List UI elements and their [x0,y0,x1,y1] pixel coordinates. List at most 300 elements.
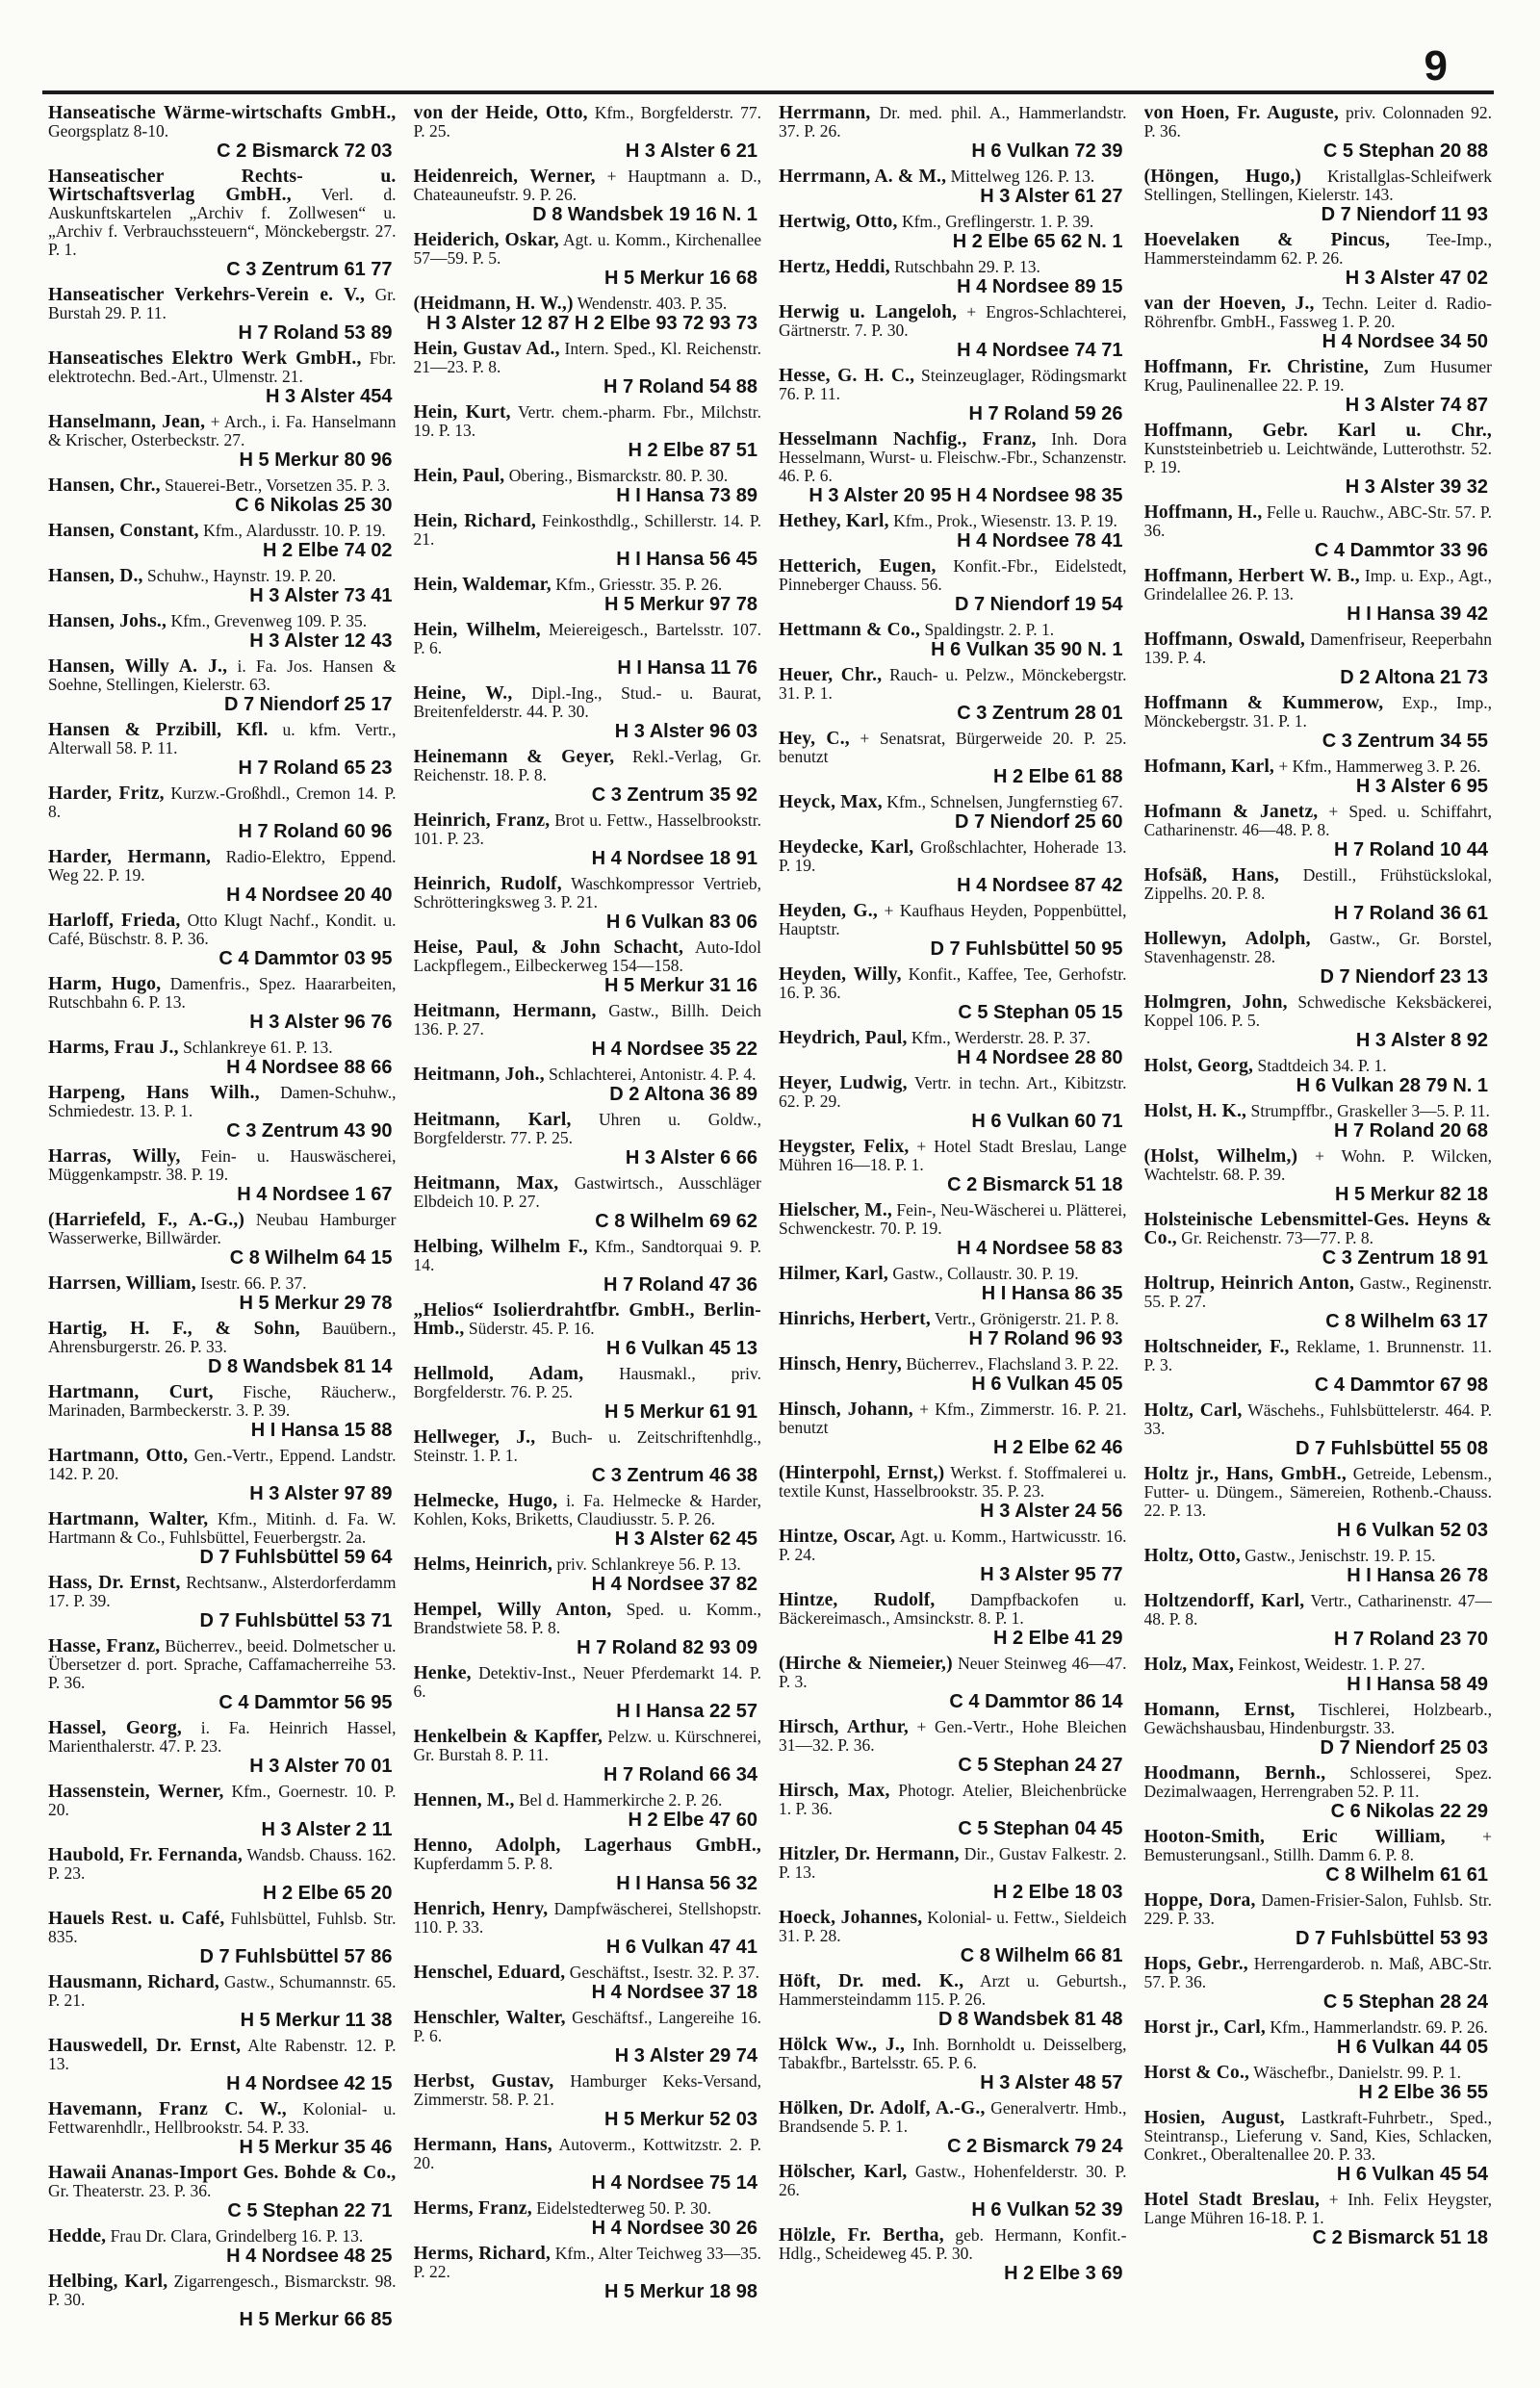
entry-phone: H I Hansa 15 88 [250,1420,393,1441]
entry-name: Hellweger, J., [413,1427,536,1448]
entry-name: Hein, Richard, [413,511,537,531]
entry-details: Rauch- u. Pelzw., Mönckebergstr. 31. P. 1. [779,665,1127,703]
entry-details: Schwedische Keksbäckerei, Koppel 106. P. 5. [1143,992,1492,1030]
entry-phone: C 3 Zentrum 46 38 [591,1465,757,1486]
directory-entry [414,1964,762,2003]
entry-details: Konfit.-Fbr., Eidelstedt, Pinneberger Chauss. 56. [779,556,1127,594]
directory-entry [1144,757,1493,797]
entry-phone: C 4 Dammtor 67 98 [1314,1374,1488,1396]
entry-details: Bücherrev., beeid. Dolmetscher u. Übersetzer d. port. Sprache, Caffamacherreihe 53. P. 36. [48,1636,397,1692]
entry-name: Holst, H. K., [1143,1101,1247,1121]
directory-entry [1144,1592,1493,1650]
directory-entry [48,413,397,471]
entry-phone: H 2 Elbe 65 20 [262,1883,393,1904]
entry-phone: H 3 Alster 2 11 [261,1819,393,1840]
entry-phone: C 3 Zentrum 28 01 [957,703,1123,724]
entry-name: Hoffmann, Gebr. Karl u. Chr., [1143,421,1492,441]
entry-name: Harms, Frau J., [48,1038,179,1058]
directory-entry [414,1301,762,1359]
directory-entry [779,1029,1127,1068]
entry-name: (Höngen, Hugo,) [1143,167,1302,187]
entry-phone: H 5 Merkur 61 91 [604,1401,757,1423]
entry-details: Gastw., Jenischstr. 19. P. 15. [1240,1546,1436,1565]
directory-entry [414,811,762,869]
entry-name: Hirsch, Max, [779,1781,890,1801]
entry-details: Damenfris., Spez. Haararbeiten, Rutschbahn 6. P. 13. [48,974,397,1012]
directory-entry [48,1274,397,1314]
entry-name: Hesse, G. H. C., [779,366,915,386]
entry-phone: H 3 Alster 61 27 [980,186,1123,207]
directory-entry [414,1601,762,1658]
entry-name: Hein, Paul, [413,466,505,486]
entry-name: Hanseatisches Elektro Werk GmbH., [48,348,362,369]
entry-phone: H 6 Vulkan 83 06 [605,912,757,933]
entry-details: Zum Husumer Krug, Paulinenallee 22. P. 19. [1143,357,1492,395]
entry-details: Kfm., Prok., Wiesenstr. 13. P. 19. [888,511,1117,530]
entry-details: priv. Schlankreye 56. P. 13. [552,1554,741,1574]
entry-name: Hanseatischer Rechts- u. Wirtschaftsverlag GmbH., [48,167,397,205]
entry-name: von der Heide, Otto, [413,104,588,123]
directory-entry [48,975,397,1033]
directory-entry [414,295,762,334]
entry-name: Hansen, Chr., [48,475,161,496]
entry-name: Herms, Richard, [413,2244,552,2264]
entry-details: Kfm., Hammerlandstr. 69. P. 26. [1266,2017,1488,2037]
directory-columns [48,104,1492,2371]
entry-phone: C 6 Nikolas 25 30 [235,495,393,516]
entry-name: Holtz jr., Hans, GmbH., [1143,1464,1347,1484]
entry-phone: C 2 Bismarck 51 18 [1312,2227,1488,2248]
directory-entry [1144,2191,1493,2248]
directory-entry [48,1783,397,1840]
directory-column-2 [414,104,762,2371]
entry-name: Harder, Fritz, [48,783,165,804]
entry-details: Gr. Theaterstr. 23. P. 36. [48,2181,212,2200]
entry-details: Alte Rabenstr. 12. P. 13. [48,2036,397,2073]
entry-details: Großschlachter, Hoherade 13. P. 19. [779,837,1127,875]
directory-entry [779,104,1127,162]
entry-phone: C 8 Wilhelm 66 81 [960,1945,1123,1966]
directory-entry [48,104,397,162]
entry-phone: H 3 Alster 48 57 [980,2072,1123,2093]
entry-details: Getreide, Lebensm., Futter- u. Düngem., Sämereien, Rothenb.-Chauss. 22. P. 13. [1143,1464,1492,1520]
directory-entry [48,2037,397,2094]
entry-details: Rechtsanw., Alsterdorferdamm 17. P. 39. [48,1573,397,1610]
entry-details: Eidelstedterweg 50. P. 30. [531,2198,712,2218]
entry-details: Exp., Imp., Mönckebergstr. 31. P. 1. [1143,693,1492,731]
directory-entry [414,1111,762,1168]
entry-name: Hertwig, Otto, [779,212,898,232]
entry-name: Henno, Adolph, Lagerhaus GmbH., [413,1836,761,1856]
entry-details: Tischlerei, Holzbearb., Gewächshausbau, Hindenburgstr. 33. [1143,1700,1492,1737]
directory-entry [48,567,397,606]
entry-name: Heinrich, Franz, [413,810,551,831]
directory-entry [779,1265,1127,1304]
entry-details: Fbr. elektrotechn. Bed.-Art., Ulmenstr. 21. [48,348,397,386]
directory-entry [414,748,762,806]
entry-details: Kfm., Mitinh. d. Fa. W. Hartmann & Co., Fuhlsbüttel, Feuerbergstr. 2a. [48,1509,397,1547]
entry-details: Kfm., Griesstr. 35. P. 26. [551,575,723,594]
directory-entry [1144,1465,1493,1541]
entry-phone: H 4 Nordsee 28 80 [957,1047,1123,1068]
entry-name: Hoevelaken & Pincus, [1143,230,1391,250]
entry-details: Dampfbackofen u. Bäckereimasch., Amsinckstr. 8. P. 1. [779,1590,1127,1628]
entry-name: Homann, Ernst, [1143,1700,1296,1720]
entry-details: geb. Hermann, Konfit.-Hdlg., Scheideweg 45. P. 30. [779,2225,1127,2263]
entry-details: Gr. Reichenstr. 73—77. P. 8. [1176,1228,1374,1247]
entry-phone: D 7 Niendorf 19 54 [954,594,1123,615]
entry-details: Photogr. Atelier, Bleichenbrücke 1. P. 36. [779,1781,1127,1818]
entry-name: Heygster, Felix, [779,1137,910,1157]
entry-phone: C 5 Stephan 04 45 [958,1818,1123,1839]
page-number: 9 [1424,42,1448,90]
entry-name: Heitmann, Hermann, [413,1001,597,1021]
entry-phone: H 3 Alster 20 95 H 4 Nordsee 98 35 [808,485,1123,506]
entry-details: Agt. u. Komm., Kirchenallee 57—59. P. 5. [413,230,761,268]
entry-phone: C 3 Zentrum 34 55 [1322,731,1488,752]
entry-phone: H 3 Alster 97 89 [249,1483,393,1504]
entry-name: Heitmann, Joh., [413,1065,545,1085]
entry-phone: D 7 Niendorf 23 13 [1320,966,1488,988]
entry-phone: H 4 Nordsee 37 18 [591,1982,757,2003]
entry-details: Dr. med. phil. A., Hammerlandstr. 37. P. 26. [779,104,1127,141]
entry-name: Hertz, Heddi, [779,257,890,277]
entry-name: (Hinterpohl, Ernst,) [779,1463,945,1483]
entry-phone: H 4 Nordsee 89 15 [957,276,1123,297]
entry-phone: H 5 Merkur 97 78 [604,594,757,615]
entry-details: Gastw., Billh. Deich 136. P. 27. [413,1001,761,1039]
entry-phone: H 7 Roland 54 88 [603,376,757,398]
directory-entry [1144,2109,1493,2185]
entry-phone: D 7 Fuhlsbüttel 59 64 [199,1547,393,1568]
entry-details: Generalvertr. Hmb., Brandsende 5. P. 1. [779,2098,1127,2136]
entry-phone: D 7 Niendorf 25 03 [1320,1737,1488,1759]
entry-name: Heiderich, Oskar, [413,230,559,250]
entry-details: Obering., Bismarckstr. 80. P. 30. [504,466,729,485]
entry-phone: H 5 Merkur 82 18 [1335,1184,1488,1205]
entry-name: Holtschneider, F., [1143,1337,1290,1357]
entry-details: Meiereigesch., Bartelsstr. 107. P. 6. [413,620,761,657]
entry-details: Schlosserei, Spez. Dezimalwaagen, Herrengraben 52. P. 11. [1143,1763,1492,1801]
entry-phone: H 7 Roland 10 44 [1333,839,1488,860]
entry-name: Hinsch, Henry, [779,1354,902,1374]
directory-entry [779,621,1127,660]
entry-name: Hielscher, M., [779,1200,892,1220]
entry-name: Hoppe, Dora, [1143,1890,1256,1911]
entry-details: Kfm., Schnelsen, Jungfernstieg 67. [882,792,1123,811]
entry-details: Georgsplatz 8-10. [48,121,169,141]
directory-entry [414,1066,762,1105]
entry-name: Hilmer, Karl, [779,1264,888,1284]
entry-name: Hass, Dr. Ernst, [48,1573,181,1593]
directory-entry [1144,167,1493,225]
directory-entry [1144,1547,1493,1586]
entry-details: + Gen.-Vertr., Hohe Bleichen 31—32. P. 36. [779,1717,1127,1755]
entry-details: Felle u. Rauchw., ABC-Str. 57. P. 36. [1143,502,1492,540]
entry-phone: D 8 Wandsbek 81 14 [207,1356,393,1377]
entry-details: Sped. u. Komm., Brandstwiete 58. P. 8. [413,1600,761,1637]
directory-entry [48,167,397,280]
entry-details: Arzt u. Geburtsh., Hammersteindamm 115. P. 26. [779,1971,1127,2009]
entry-details: Fische, Räucherw., Marinaden, Barmbeckerstr. 3. P. 39. [48,1382,397,1420]
entry-details: Tee-Imp., Hammersteindamm 62. P. 26. [1143,230,1492,268]
entry-name: (Heidmann, H. W.,) [413,294,574,314]
entry-phone: H 3 Alster 70 01 [249,1756,393,1777]
directory-entry [779,557,1127,615]
entry-name: Helbing, Karl, [48,2272,168,2292]
entry-name: Hofmann & Janetz, [1143,802,1319,822]
directory-entry [779,2099,1127,2157]
directory-entry [779,258,1127,297]
entry-name: Hölck Ww., J., [779,2035,906,2055]
entry-name: Horst & Co., [1143,2063,1250,2083]
entry-details: Geschäftsf., Langereihe 16. P. 6. [413,2008,761,2045]
directory-entry [48,1719,397,1777]
entry-name: Henrich, Henry, [413,1899,549,1919]
entry-details: Radio-Elektro, Eppend. Weg 22. P. 19. [48,847,397,885]
entry-name: Hartig, H. F., & Sohn, [48,1319,300,1339]
entry-phone: H 2 Elbe 41 29 [992,1628,1123,1649]
directory-entry [48,349,397,407]
directory-entry [414,1365,762,1423]
entry-details: Vertr. chem.-pharm. Fbr., Milchstr. 19. P. 13. [413,402,761,440]
entry-name: Hasse, Franz, [48,1636,161,1656]
entry-name: Hennen, M., [413,1790,515,1810]
entry-phone: H 3 Alster 12 87 H 2 Elbe 93 72 93 73 [426,313,757,334]
entry-name: Herrmann, [779,104,871,123]
entry-phone: C 2 Bismarck 72 03 [217,141,393,162]
entry-details: Kolonial- u. Fettw., Sieldeich 31. P. 28. [779,1908,1127,1945]
entry-details: + Kfm., Hammerweg 3. P. 26. [1274,757,1481,776]
entry-name: Harder, Hermann, [48,847,212,867]
directory-entry [1144,2018,1493,2058]
entry-phone: D 7 Niendorf 11 93 [1321,204,1488,225]
entry-details: + Inh. Felix Heygster, Lange Mühren 16-18. P. 1. [1143,2190,1492,2227]
entry-name: Hauels Rest. u. Café, [48,1909,225,1929]
entry-details: Intern. Sped., Kl. Reichenstr. 21—23. P. 8. [413,339,761,376]
directory-entry [1144,1401,1493,1459]
entry-details: Fein- u. Hauswäscherei, Müggenkampstr. 38. P. 19. [48,1146,397,1184]
entry-phone: C 2 Bismarck 51 18 [947,1174,1123,1195]
entry-phone: H 6 Vulkan 47 41 [605,1937,757,1958]
directory-entry [779,2036,1127,2093]
directory-entry [1144,1891,1493,1949]
entry-name: Hoffmann, Herbert W. B., [1143,566,1360,586]
entry-name: Hollewyn, Adolph, [1143,929,1311,949]
directory-entry [48,2227,397,2267]
entry-name: Henschel, Eduard, [413,1963,566,1983]
entry-details: Kurzw.-Großhdl., Cremon 14. P. 8. [48,783,397,821]
directory-entry [414,403,762,461]
directory-entry [48,522,397,561]
entry-details: Kristallglas-Schleifwerk Stellingen, Stellingen, Kielerstr. 143. [1143,167,1492,204]
entry-phone: H 2 Elbe 36 55 [1358,2082,1488,2103]
entry-phone: H 5 Merkur 29 78 [239,1293,393,1314]
entry-phone: H 6 Vulkan 28 79 N. 1 [1296,1075,1488,1096]
entry-details: Gastw., Reginenstr. 55. P. 27. [1143,1273,1492,1311]
directory-entry [1144,1211,1493,1269]
entry-phone: H 4 Nordsee 30 26 [591,2218,757,2239]
entry-name: Hempel, Willy Anton, [413,1600,612,1620]
entry-phone: H 5 Merkur 11 38 [240,2010,393,2031]
entry-details: Verl. d. Auskunftskartelen „Archiv f. Zollwesen“ u. „Archiv f. Verbrauchssteuern“, Mönckebergstr. 27. P. 1. [48,185,397,259]
entry-details: Werkst. f. Stoffmalerei u. textile Kunst, Hasselbrookstr. 35. P. 23. [779,1463,1127,1501]
entry-details: Gastwirtsch., Ausschläger Elbdeich 10. P. 27. [413,1173,761,1211]
entry-name: Hellmold, Adam, [413,1364,584,1384]
entry-phone: H 5 Merkur 52 03 [604,2109,757,2130]
directory-entry [414,1900,762,1958]
entry-phone: D 8 Wandsbek 81 48 [937,2009,1123,2030]
entry-details: + Senatsrat, Bürgerweide 20. P. 25. benutzt [779,729,1127,766]
entry-phone: D 8 Wandsbek 19 16 N. 1 [532,204,757,225]
entry-name: Heise, Paul, & John Schacht, [413,937,684,958]
entry-details: + Engros-Schlachterei, Gärtnerstr. 7. P. 30. [779,302,1127,340]
directory-entry [48,657,397,715]
entry-details: Destill., Frühstückslokal, Zippelhs. 20. P. 8. [1143,865,1492,903]
directory-entry [1144,1057,1493,1096]
directory-entry [414,2136,762,2194]
directory-entry [1144,1147,1493,1205]
directory-entry [48,1510,397,1568]
entry-phone: H 4 Nordsee 20 40 [226,885,393,906]
entry-phone: H 7 Roland 47 36 [603,1274,757,1296]
directory-entry [48,286,397,344]
entry-phone: C 2 Bismarck 79 24 [947,2136,1123,2157]
entry-name: Herrmann, A. & M., [779,167,947,187]
directory-entry [779,1201,1127,1259]
entry-phone: H 6 Vulkan 52 03 [1336,1520,1488,1541]
entry-phone: H 3 Alster 6 95 [1355,776,1488,797]
entry-name: Hosien, August, [1143,2108,1285,2128]
entry-name: Hölken, Dr. Adolf, A.-G., [779,2098,986,2118]
entry-phone: H I Hansa 86 35 [981,1283,1123,1304]
entry-name: Heydecke, Karl, [779,837,914,858]
entry-phone: D 7 Niendorf 25 60 [954,811,1123,833]
entry-name: Hansen & Przibill, Kfl. [48,720,269,740]
entry-phone: H 7 Roland 66 34 [603,1764,757,1785]
entry-phone: H 4 Nordsee 1 67 [237,1184,393,1205]
entry-name: Hartmann, Otto, [48,1446,189,1466]
entry-phone: H 4 Nordsee 18 91 [591,848,757,869]
entry-name: Hölscher, Karl, [779,2162,908,2182]
directory-entry [48,848,397,906]
entry-details: Techn. Leiter d. Radio-Röhrenfbr. GmbH., Fassweg 1. P. 20. [1143,294,1492,331]
entry-name: Hedde, [48,2226,107,2247]
entry-phone: C 3 Zentrum 35 92 [591,784,757,806]
entry-phone: H 2 Elbe 62 46 [992,1437,1123,1458]
entry-phone: C 5 Stephan 24 27 [958,1755,1123,1776]
entry-details: Stadtdeich 34. P. 1. [1253,1056,1387,1075]
directory-column-1 [48,104,397,2371]
entry-phone: H 2 Elbe 87 51 [628,440,757,461]
entry-name: Henkelbein & Kapffer, [413,1727,603,1747]
directory-entry [48,1846,397,1904]
directory-entry [48,1910,397,1967]
entry-name: Holtrup, Heinrich Anton, [1143,1273,1355,1294]
directory-entry [779,1782,1127,1839]
entry-name: Hetterich, Eugen, [779,556,937,577]
entry-name: Helbing, Wilhelm F., [413,1237,588,1257]
directory-entry [1144,295,1493,352]
entry-details: Kfm., Sandtorquai 9. P. 14. [413,1237,761,1274]
entry-phone: C 5 Stephan 28 24 [1322,1991,1488,2013]
directory-entry [779,1718,1127,1776]
directory-entry [1144,866,1493,924]
entry-phone: H 4 Nordsee 35 22 [591,1039,757,1060]
entry-details: Neuer Steinweg 46—47. P. 3. [779,1654,1127,1691]
entry-phone: H 4 Nordsee 74 71 [957,340,1123,361]
entry-name: Hoffmann, Fr. Christine, [1143,357,1370,377]
directory-entry [48,476,397,516]
entry-phone: H 2 Elbe 61 88 [992,766,1123,787]
entry-phone: H I Hansa 58 49 [1347,1674,1488,1695]
directory-entry [414,938,762,996]
entry-name: Hops, Gebr., [1143,1954,1248,1974]
directory-entry [414,1492,762,1550]
entry-phone: H 4 Nordsee 48 25 [226,2246,393,2267]
entry-details: Fein-, Neu-Wäscherei u. Plätterei, Schwenckestr. 70. P. 19. [779,1200,1127,1238]
entry-phone: C 5 Stephan 22 71 [227,2200,393,2221]
entry-name: Hein, Gustav Ad., [413,339,560,359]
entry-phone: H 4 Nordsee 87 42 [957,875,1123,896]
entry-details: Damenfriseur, Reeperbahn 139. P. 4. [1143,629,1492,667]
entry-name: Havemann, Franz C. W., [48,2099,287,2119]
entry-phone: D 2 Altona 21 73 [1340,667,1488,688]
directory-entry [48,2164,397,2221]
entry-phone: H I Hansa 11 76 [617,657,757,679]
entry-name: Harm, Hugo, [48,974,162,994]
entry-name: Henschler, Walter, [413,2008,566,2028]
entry-phone: H 2 Elbe 3 69 [1004,2263,1123,2284]
entry-phone: C 8 Wilhelm 61 61 [1325,1864,1488,1886]
directory-entry [779,1591,1127,1649]
entry-details: Gastw., Schumannstr. 65. P. 21. [48,1972,397,2010]
entry-name: Hassenstein, Werner, [48,1782,224,1802]
entry-details: + Sped. u. Schiffahrt, Catharinenstr. 46—48. P. 8. [1143,802,1492,839]
directory-entry [414,2199,762,2239]
entry-phone: H I Hansa 56 45 [616,549,757,570]
entry-name: Hitzler, Dr. Hermann, [779,1844,960,1864]
entry-details: Kfm., Grevenweg 109. P. 35. [167,611,368,630]
entry-details: Inh. Bornholdt u. Deisselberg, Tabakfbr., Bartelsstr. 65. P. 6. [779,2035,1127,2072]
entry-details: Rekl.-Verlag, Gr. Reichenstr. 18. P. 8. [413,747,761,784]
entry-phone: H 7 Roland 65 23 [238,757,393,779]
entry-phone: H 2 Elbe 47 60 [628,1810,757,1831]
entry-details: Geschäftst., Isestr. 32. P. 37. [565,1963,760,1982]
entry-phone: H 6 Vulkan 72 39 [971,141,1123,162]
entry-phone: D 7 Fuhlsbüttel 57 86 [199,1946,393,1967]
directory-entry [48,784,397,842]
directory-entry [414,576,762,615]
entry-phone: H 3 Alster 12 43 [249,630,393,652]
entry-name: Hoodmann, Bernh., [1143,1763,1326,1784]
entry-details: Steinzeuglager, Rödingsmarkt 76. P. 11. [779,366,1127,403]
entry-name: Hesselmann Nachfig., Franz, [779,429,1037,449]
directory-entry [48,1211,397,1269]
entry-phone: H 7 Roland 53 89 [238,322,393,344]
entry-name: Heyck, Max, [779,792,883,812]
entry-phone: C 4 Dammtor 86 14 [949,1691,1123,1712]
directory-entry [48,2100,397,2158]
directory-entry [1144,358,1493,416]
entry-name: Hinsch, Johann, [779,1399,913,1420]
entry-details: Stauerei-Betr., Vorsetzen 35. P. 3. [160,475,391,495]
entry-name: Heinrich, Rudolf, [413,874,562,894]
directory-entry [48,1147,397,1205]
entry-phone: H 5 Merkur 16 68 [604,268,757,289]
entry-phone: H 5 Merkur 80 96 [239,449,393,471]
entry-phone: H 3 Alster 6 66 [625,1147,757,1168]
